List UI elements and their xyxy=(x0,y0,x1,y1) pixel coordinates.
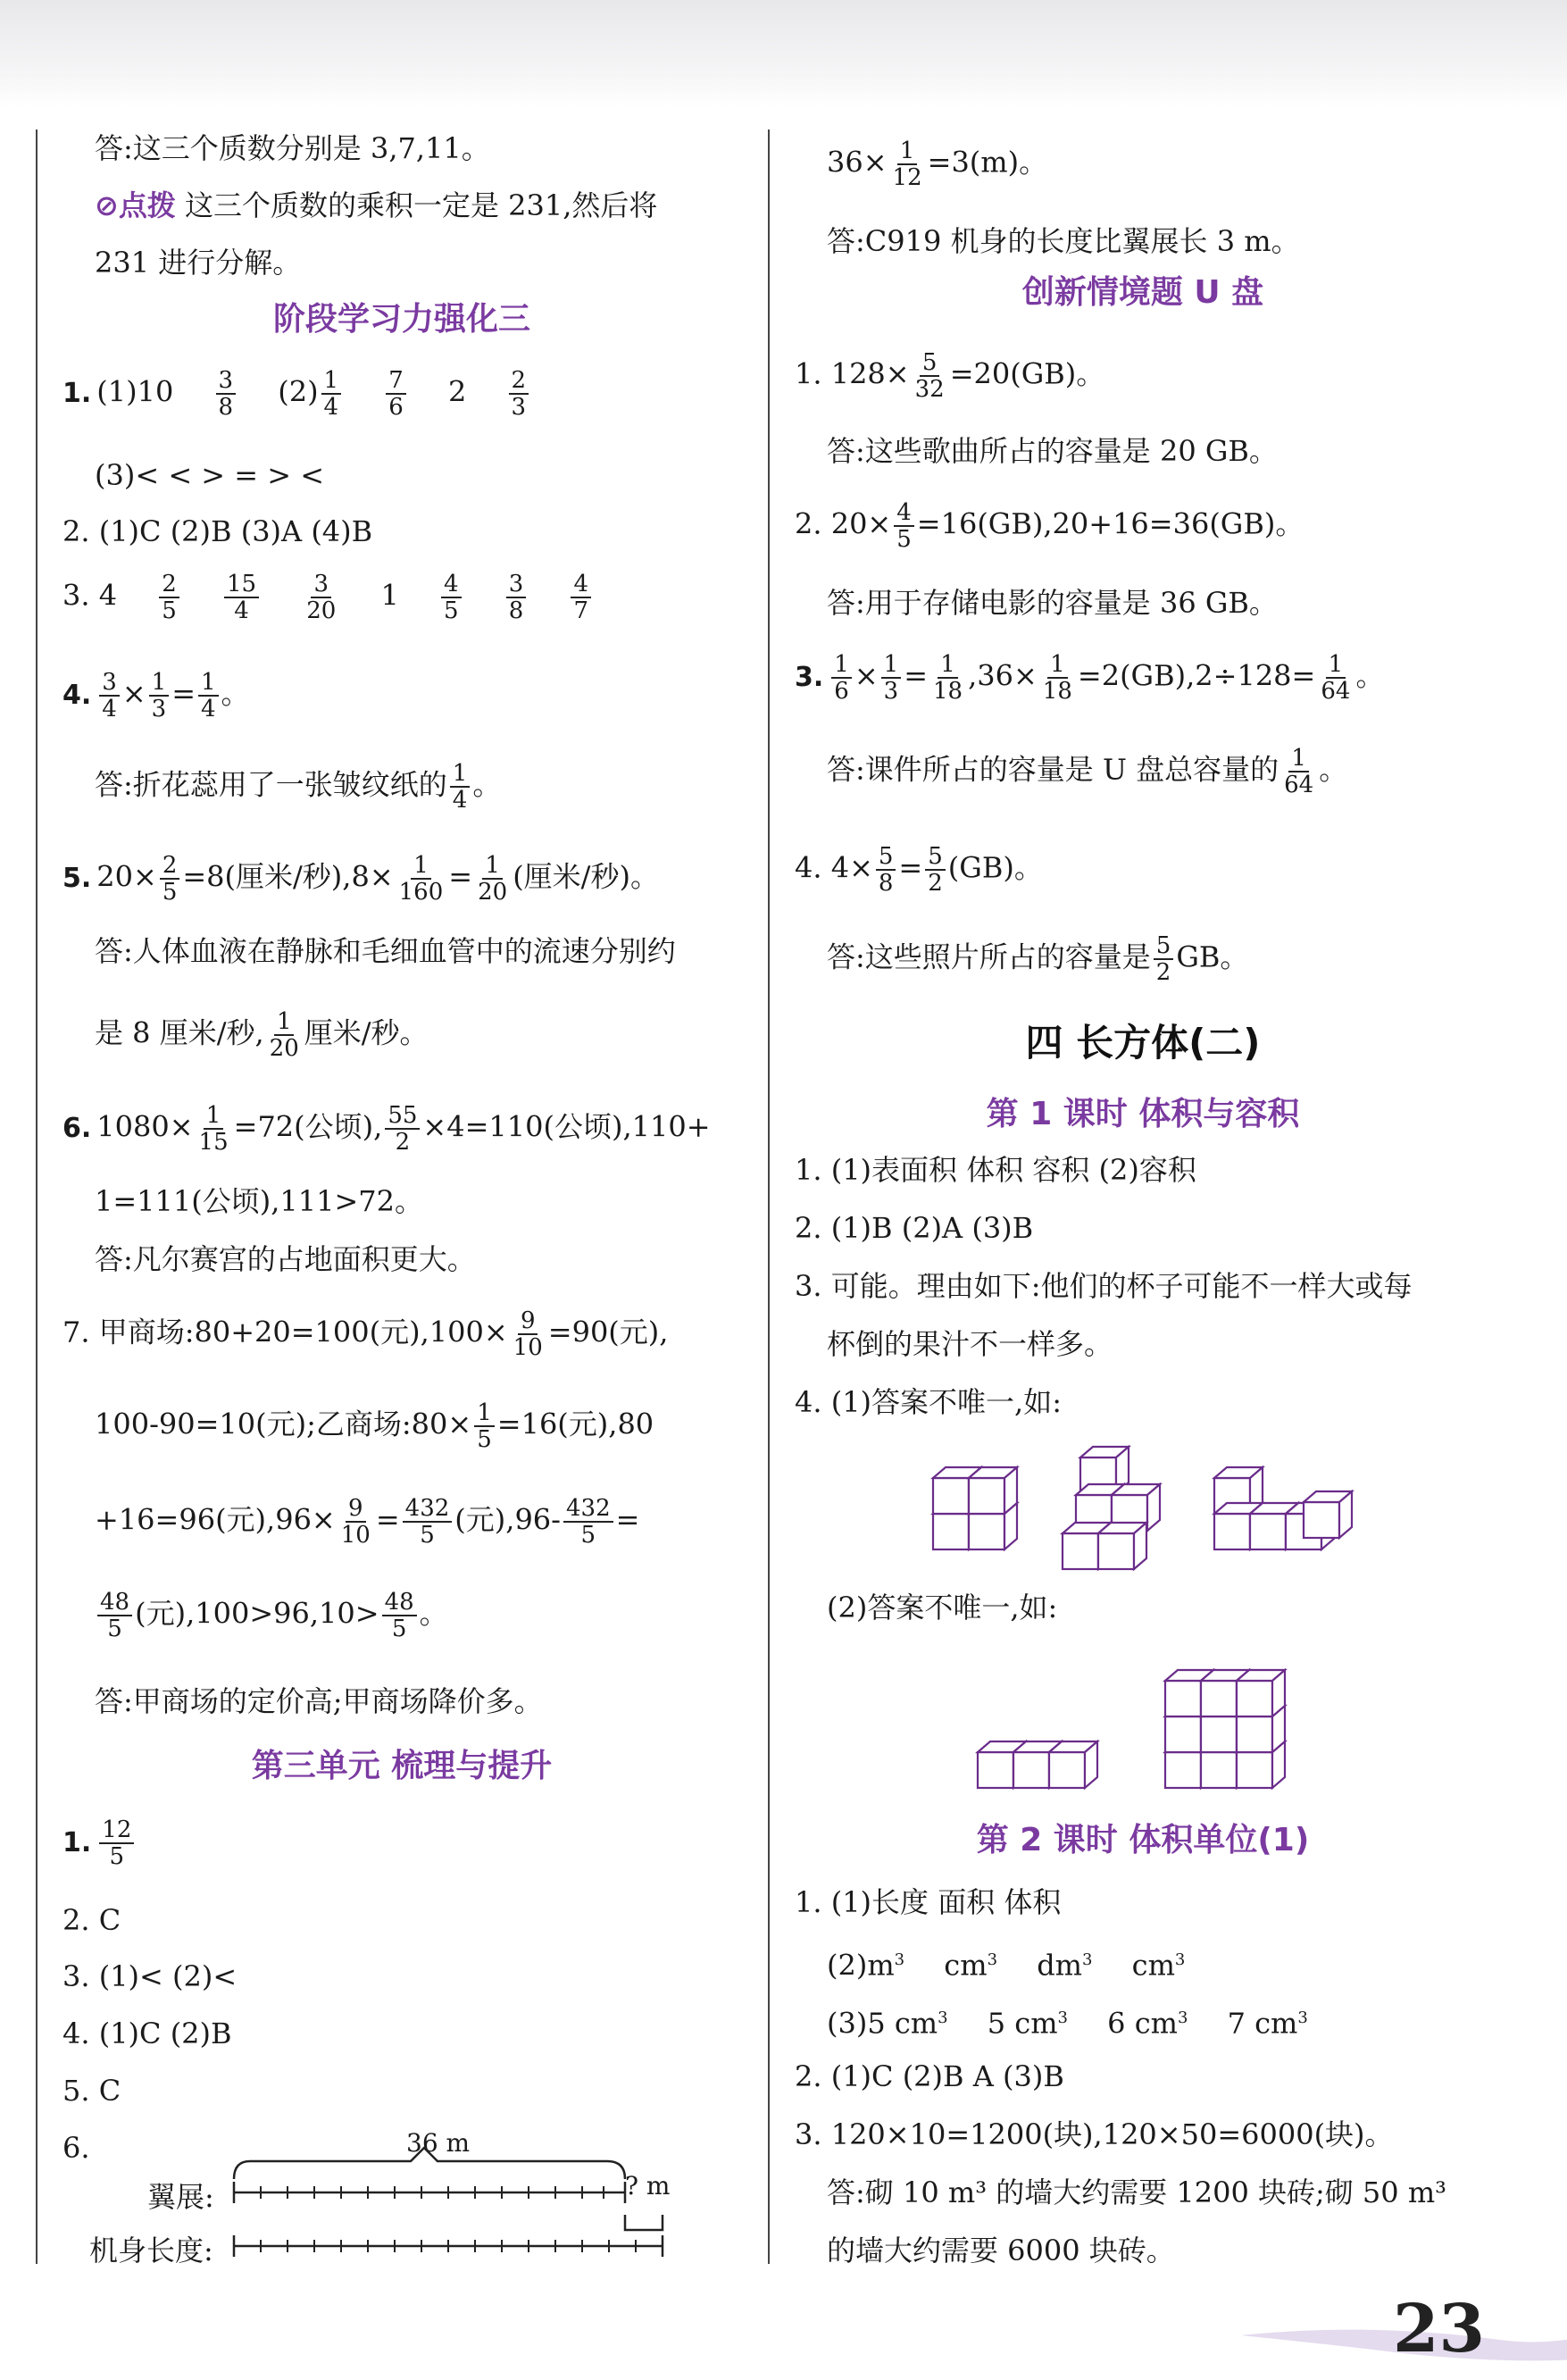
s1-line: 1. $\frac{12}{5}$ xyxy=(63,1817,137,1869)
q5-line: 5. 20× $\frac{2}{5}$ =8(厘米/秒),8× $\frac{1}{160}$ = $\frac{1}{20}$ (厘米/秒)。 xyxy=(63,852,659,906)
cube-figure-a xyxy=(933,1467,1017,1549)
d3-line: 3. 120×10=1200(块),120×50=6000(块)。 xyxy=(795,2117,1394,2151)
q4-answer: 答:折花蕊用了一张皱纹纸的 $\frac{1}{4}$ 。 xyxy=(95,760,502,814)
cube-figure-c xyxy=(1214,1467,1352,1549)
lesson-heading: 第 1 课时 体积与容积 xyxy=(986,1096,1300,1132)
q7-line-2: 100-90=10(元);乙商场:80× $\frac{1}{5}$ =16(元),80 xyxy=(95,1399,654,1453)
d3-answer-2: 的墙大约需要 6000 块砖。 xyxy=(827,2234,1175,2267)
d1-line-2: $(2)m^3$ $cm^3$ $dm^3$ $cm^3$ xyxy=(827,1948,1186,1983)
c3-line: 3. 可能。理由如下:他们的杯子可能不一样大或每 xyxy=(795,1269,1413,1303)
c4-line: 4. (1)答案不唯一,如: xyxy=(795,1385,1062,1419)
s6-line: 6. xyxy=(63,2131,90,2165)
u1-answer: 答:这些歌曲所占的容量是 20 GB。 xyxy=(827,434,1278,468)
u2-line: 2. 20× $\frac{4}{5}$ =16(GB),20+16=36(GB)。 xyxy=(795,499,1304,553)
q7-line-1: 7. 甲商场:80+20=100(元),100× $\frac{9}{10}$ =90(元), xyxy=(63,1307,669,1361)
d2-line: 2. (1)C (2)B A (3)B xyxy=(795,2059,1064,2093)
q7-line-4: $\frac{48}{5}$ (元),100>96,10> $\frac{48}{5}$ 。 xyxy=(63,1590,448,1641)
tip-icon: ⊘ xyxy=(95,188,119,222)
chapter-heading: 四 长方体(二) xyxy=(1025,1021,1261,1065)
s4-line: 4. (1)C (2)B xyxy=(63,2017,232,2050)
q6-line: 6. 1080× $\frac{1}{15}$ =72(公顷), $\frac{55}{2}$ ×4=110(公顷),110+ xyxy=(63,1102,711,1156)
d1-line: 1. (1)长度 面积 体积 xyxy=(795,1885,1062,1919)
lesson-heading: 第 2 课时 体积单位(1) xyxy=(976,1822,1310,1858)
q7-line-3: +16=96(元),96× $\frac{9}{10}$ = $\frac{432}{5}$ (元),96- $\frac{432}{5}$ = xyxy=(95,1495,640,1549)
q4-line: 4. $\frac{3}{4}$ × $\frac{1}{3}$ = $\frac{1}{4}$ 。 xyxy=(63,669,250,722)
u3-line: 3. $\frac{1}{6}$ × $\frac{1}{3}$ = $\frac{1}{18}$ ,36× $\frac{1}{18}$ =2(GB),2÷128= $\frac{1}{64}$ 。 xyxy=(795,651,1385,705)
s3-line: 3. (1)< (2)< xyxy=(63,1959,238,1993)
section-heading: 阶段学习力强化三 xyxy=(272,301,530,338)
c4-line-2: (2)答案不唯一,如: xyxy=(827,1591,1058,1624)
c2-line: 2. (1)B (2)A (3)B xyxy=(795,1211,1034,1245)
section-heading: 第三单元 梳理与提升 xyxy=(251,1748,553,1784)
fraction: $\frac{3}{8}$ xyxy=(216,368,237,420)
section-heading: 创新情境题 U 盘 xyxy=(1021,274,1264,311)
r-answer: 答:C919 机身的长度比翼展长 3 m。 xyxy=(827,224,1300,258)
d1-line-3: (3)5 $cm^3$ 5 $cm^3$ 6 $cm^3$ 7 $cm^3$ xyxy=(827,2006,1308,2041)
diagram-top-label: 36 m xyxy=(406,2128,471,2158)
c3-line-2: 杯倒的果汁不一样多。 xyxy=(827,1327,1113,1361)
q1-line: 1. (1)10 $\frac{3}{8}$ (2) $\frac{1}{4}$ $\frac{7}{6}$ 2 $\frac{2}{3}$ xyxy=(63,368,531,420)
u2-answer: 答:用于存储电影的容量是 36 GB。 xyxy=(827,586,1278,620)
u4-answer: 答:这些照片所占的容量是 $\frac{5}{2}$ GB。 xyxy=(827,932,1249,986)
tip-label: 点拨 xyxy=(118,188,176,222)
d3-answer: 答:砌 10 m³ 的墙大约需要 1200 块砖;砌 50 m³ xyxy=(827,2175,1446,2209)
diagram-body-label: 机身长度: xyxy=(89,2234,213,2267)
q3-line: 3. 4 $\frac{2}{5}$ $\frac{15}{4}$ $\frac{3}{20}$ 1 $\frac{4}{5}$ $\frac{3}{8}$ $\frac{4}{7}$ xyxy=(63,572,594,623)
u3-answer: 答:课件所占的容量是 U 盘总容量的 $\frac{1}{64}$ 。 xyxy=(827,745,1348,798)
q6-answer: 答:凡尔赛宫的占地面积更大。 xyxy=(95,1242,476,1276)
answer-line: 答:这三个质数分别是 3,7,11。 xyxy=(95,131,490,165)
r-line-1: 36× $\frac{1}{12}$ =3(m)。 xyxy=(827,138,1048,191)
page-number: 23 xyxy=(1393,2291,1485,2367)
cube-figure-d xyxy=(978,1741,1097,1788)
s2-line: 2. C xyxy=(63,1903,121,1937)
u1-line: 1. 128× $\frac{5}{32}$ =20(GB)。 xyxy=(795,349,1105,403)
c1-line: 1. (1)表面积 体积 容积 (2)容积 xyxy=(795,1153,1196,1187)
tip-line-2: 231 进行分解。 xyxy=(95,246,302,280)
diagram-question-label: ? m xyxy=(625,2171,671,2200)
diagram-wing-label: 翼展: xyxy=(147,2180,214,2214)
q5-answer-2: 是 8 厘米/秒, $\frac{1}{20}$ 厘米/秒。 xyxy=(95,1008,429,1062)
s5-line: 5. C xyxy=(63,2074,121,2108)
q7-answer: 答:甲商场的定价高;甲商场降价多。 xyxy=(95,1684,543,1718)
q1-line-3: (3)< < > = > < xyxy=(95,458,325,492)
u4-line: 4. 4× $\frac{5}{8}$ = $\frac{5}{2}$ (GB)。 xyxy=(795,843,1043,897)
q2-line: 2. (1)C (2)B (3)A (4)B xyxy=(63,514,373,548)
cube-figure-e xyxy=(1165,1670,1285,1788)
tip-text: 这三个质数的乘积一定是 231,然后将 xyxy=(185,188,658,222)
q6-line-2: 1=111(公顷),111>72。 xyxy=(95,1184,424,1218)
cube-figure-b xyxy=(1063,1447,1160,1569)
q5-answer: 答:人体血液在静脉和毛细血管中的流速分别约 xyxy=(95,934,676,968)
